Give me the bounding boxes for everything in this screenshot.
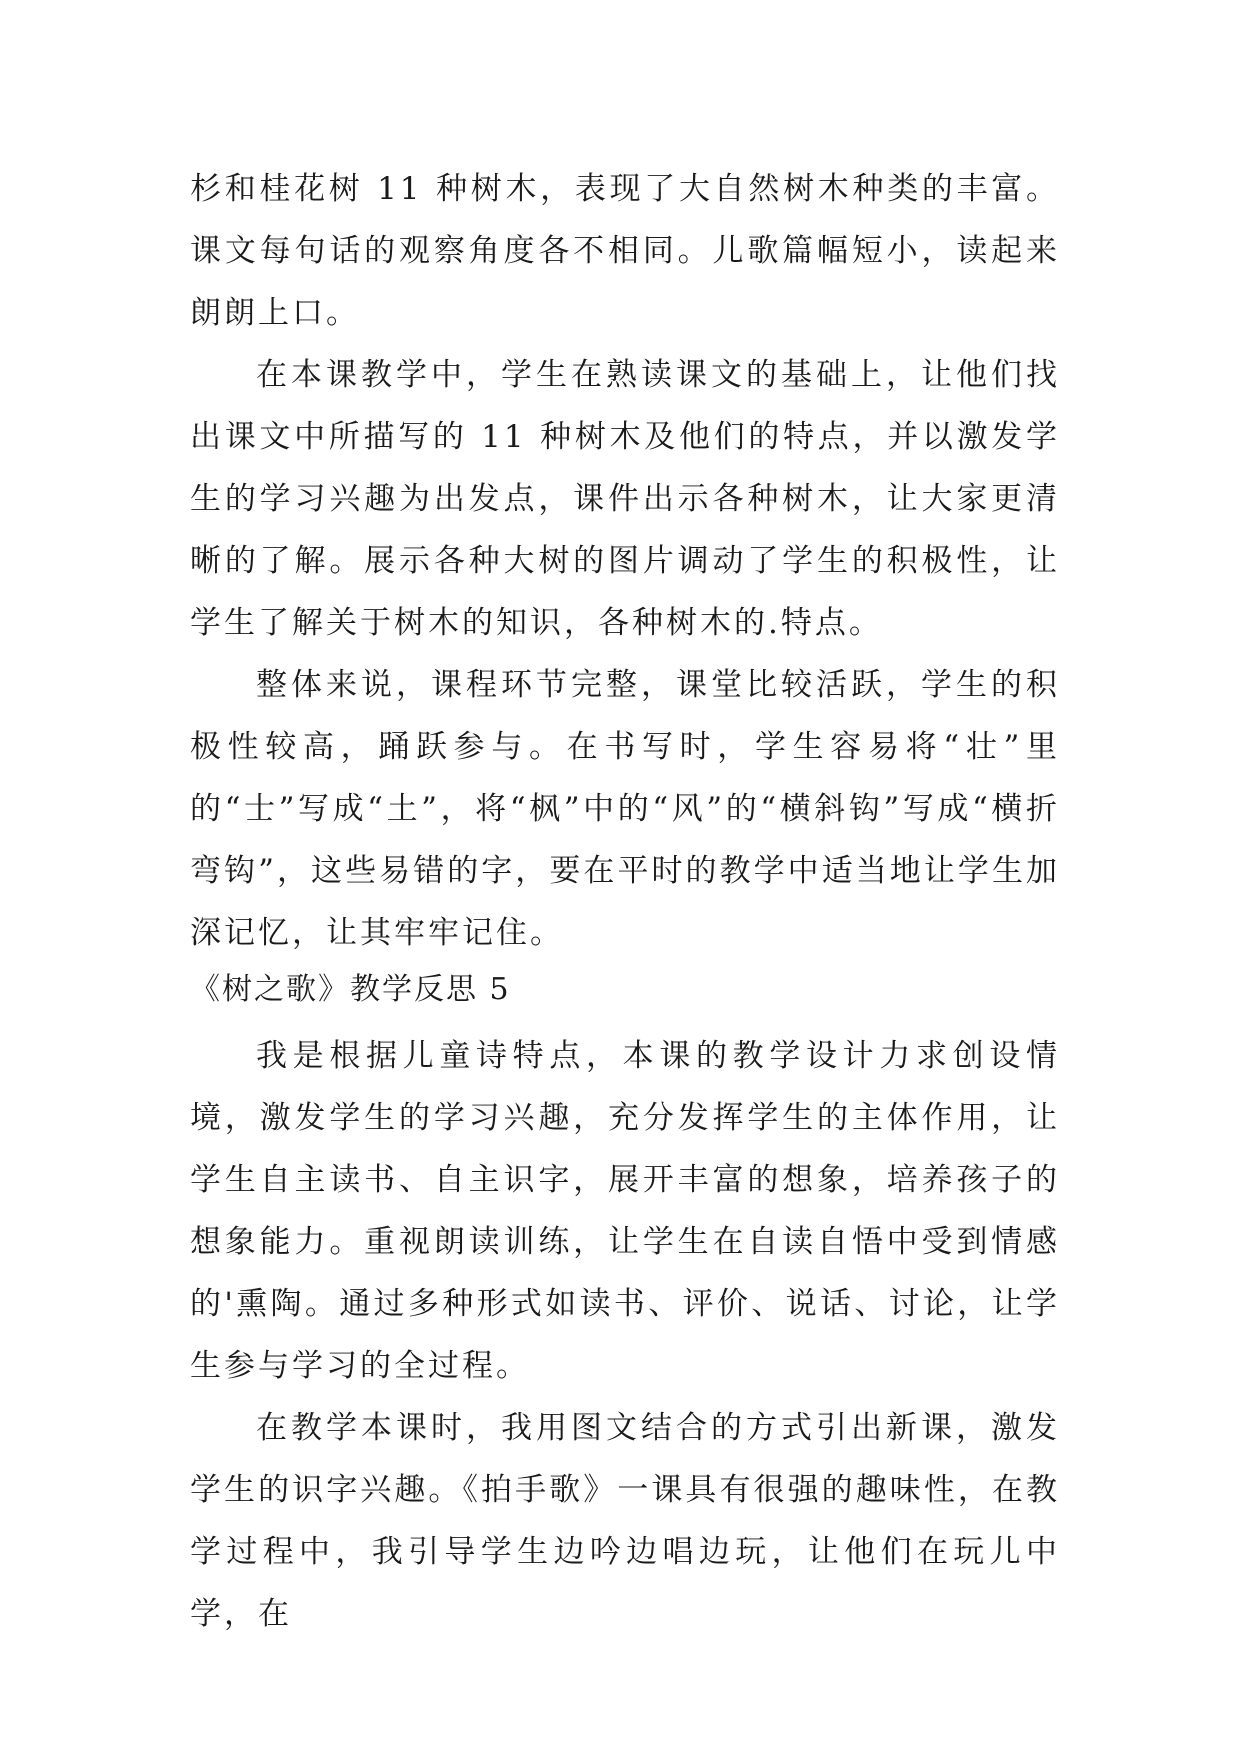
paragraph: 在教学本课时，我用图文结合的方式引出新课，激发学生的识字兴趣。《拍手歌》一课具有很强的趣味性，在教学过程中，我引导学生边吟边唱边玩，让他们在玩儿中学，在 — [190, 1410, 1060, 1632]
section-1-body — [190, 158, 1060, 964]
section-2-title: 《树之歌》教学反思 5 — [190, 972, 511, 1007]
paragraph: 整体来说，课程环节完整，课堂比较活跃，学生的积极性较高，踊跃参与。在书写时，学生容易将“壮”里的“士”写成“土”，将“枫”中的“风”的“横斜钩”写成“横折弯钩”，这些易错的字，要在平时的教学中适当地让学生加深记忆，让其牢牢记住。 — [190, 667, 1060, 951]
section-2-body — [190, 1025, 1060, 1645]
paragraph-continuation: 杉和桂花树 11 种树木，表现了大自然树木种类的丰富。课文每句话的观察角度各不相同。儿歌篇幅短小，读起来朗朗上口。 — [190, 171, 1060, 331]
paragraph: 我是根据儿童诗特点，本课的教学设计力求创设情境，激发学生的学习兴趣，充分发挥学生的主体作用，让学生自主读书、自主识字，展开丰富的想象，培养孩子的想象能力。重视朗读训练，让学生在自读自悟中受到情感的'熏陶。通过多种形式如读书、评价、说话、讨论，让学生参与学习的全过程。 — [190, 1038, 1060, 1384]
paragraph: 在本课教学中，学生在熟读课文的基础上，让他们找出课文中所描写的 11 种树木及他们的特点，并以激发学生的学习兴趣为出发点，课件出示各种树木，让大家更清晰的了解。展示各种大树的图片调动了学生的积极性，让学生了解关于树木的知识，各种树木的.特点。 — [190, 357, 1060, 641]
